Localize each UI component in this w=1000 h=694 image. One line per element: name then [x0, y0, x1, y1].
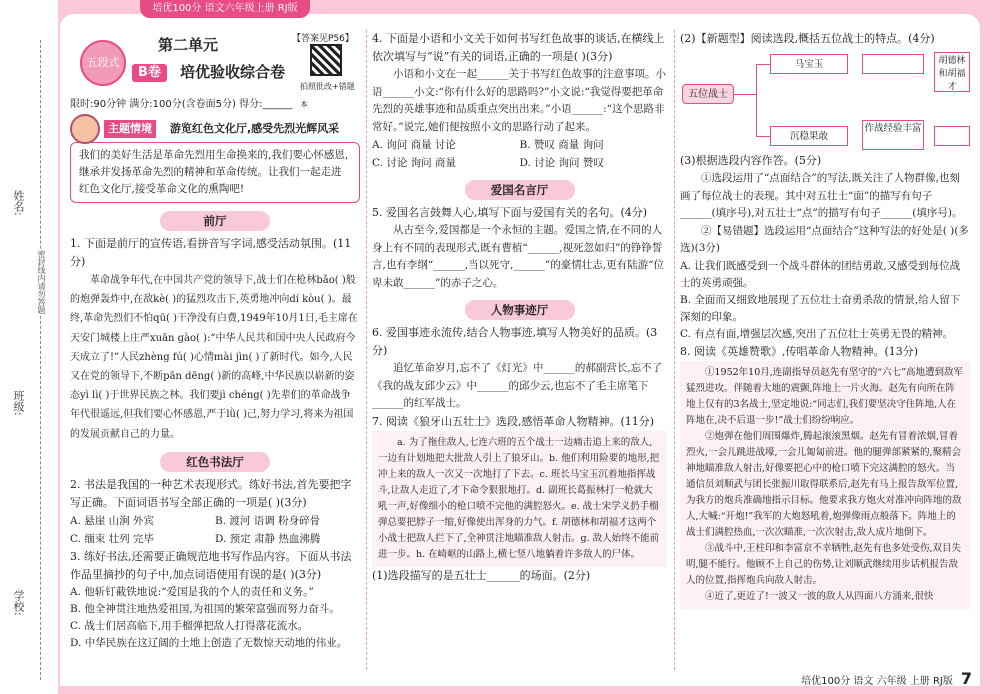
question-4-stem: 4. 下面是小语和小文关于如何书写红色故事的谈话,在横线上依次填写与“说”有关的词语,正确的一项是( )(3分)	[372, 32, 665, 63]
school-label: 学校:	[12, 590, 25, 616]
diagram-box: 马宝玉	[770, 54, 848, 74]
question-7-sub3b: ②【易错题】选段运用“点面结合”这种写法的好处是( )(多选)(3分)	[680, 224, 969, 254]
girl-avatar-icon	[70, 114, 100, 144]
paragraph: ①1952年10月,连副指导员赵先有坚守的“六七”高地遭到敌军猛烈进攻。伴随着大地的震颤,阵地上一片火海。赵先有向所在阵地上仅有的3名战士,坚定地说:“同志们,我们要坚决守住阵地,人在阵地在,决不后退一步!”战士们纷纷响应。	[686, 366, 963, 426]
page-number: 7	[960, 669, 972, 688]
question-5-text: 从古至今,爱国都是一个永恒的主题。爱国之情,在不同的人身上有不同的表现形式,既有曹植“______,视死忽如归”的铮铮誓言,也有李纲“______,当以死守,______”的豪情壮志,更有陆游“位卑未敢______”的赤子之心。	[372, 224, 664, 289]
diagram-center: 五位战士	[682, 84, 734, 104]
diagram-answer-box[interactable]	[934, 126, 970, 146]
diagram-box: 沉稳果敢	[770, 126, 848, 146]
top-banner: 培优100分 语文六年级上册 RJ版	[140, 0, 310, 18]
seal-line	[40, 40, 41, 680]
section-title: 爱国名言厅	[465, 180, 575, 200]
exam-title: 培优验收综合卷	[180, 63, 286, 81]
diagram-box: 胡德林和胡福才	[934, 52, 970, 92]
connector	[756, 136, 770, 137]
option[interactable]: A. 询问 商量 讨论	[372, 139, 456, 151]
brand-logo: 五段式	[80, 40, 126, 86]
column-divider	[366, 30, 367, 670]
question-4-options	[372, 136, 667, 172]
option[interactable]: C. 有点有面,增强层次感,突出了五位壮士英勇无畏的精神。	[680, 327, 954, 340]
question-7-sub3a: ①选段运用了“点面结合”的写法,既关注了人物群像,也刻画了每位战士的表现。其中对五壮士“面”的描写有句子______(填序号),对五壮士“点”的描写有句子______(填序号)。	[680, 172, 963, 219]
column-2	[372, 30, 667, 585]
option[interactable]: A. 悬崖 山涧 外宾	[70, 514, 154, 527]
class-label: 班级:	[12, 390, 25, 416]
question-3-options	[70, 584, 360, 652]
paper-badge: B卷	[132, 64, 167, 82]
option[interactable]: C. 缅束 壮列 完毕	[70, 532, 155, 545]
option[interactable]: C. 战士们居高临下,用手榴弹把敌人打得落花流水。	[70, 619, 309, 632]
option[interactable]: D. 讨论 询问 赞叹	[519, 157, 604, 169]
question-1-stem: 1. 下面是前厅的宣传语,看拼音写字词,感受活动氛围。(11分)	[70, 237, 352, 268]
answer-ref: 【答案见P56】	[292, 34, 354, 44]
character-diagram	[680, 52, 970, 148]
diagram-answer-box[interactable]	[862, 54, 924, 74]
column-1	[70, 30, 360, 652]
theme-tag: 主题情境	[104, 120, 156, 138]
question-7-sub1: (1)选段描写的是五壮士______的场面。(2分)	[372, 568, 591, 582]
qr-note: 拍照批改+错题本	[300, 82, 355, 109]
connector	[734, 94, 756, 95]
question-4-text: 小语和小文在一起______关于书写红色故事的注意事项。小语______小文:“你有什么好的思路吗?”小文说:“我觉得要把革命先烈的英雄事迹和品质重点突出出来。”小语______:“这个思路非常好。”说完,她们便按照小文的思路行动了起来。	[372, 68, 666, 133]
exam-meta: 限时:90分钟 满分:100分(含卷面5分) 得分:______	[70, 99, 293, 110]
question-7-sub2: (2)【新题型】阅读选段,概括五位战士的特点。(4分)	[680, 32, 935, 45]
option[interactable]: B. 他全神贯注地热爱祖国,为祖国的繁荣富强而努力奋斗。	[70, 602, 340, 615]
option[interactable]: B. 赞叹 商量 询问	[519, 139, 604, 151]
footer-text: 培优100分 语文 六年级 上册 RJ版	[801, 676, 953, 687]
column-divider	[674, 30, 675, 670]
question-5-stem: 5. 爱国名言鼓舞人心,填写下面与爱国有关的名句。(4分)	[372, 206, 648, 219]
column-3	[680, 30, 970, 609]
question-3-stem: 3. 练好书法,还需要正确规范地书写作品内容。下面从书法作品里摘抄的句子中,加点词语使用有误的是( )(3分)	[70, 549, 352, 581]
connector	[756, 64, 757, 136]
question-1-text: 革命战争年代,在中国共产党的领导下,战士们在枪林bǎo( )般的炮弹轰炸中,在敌kè( )的猛烈攻击下,英勇地冲向dí kòu( )。最终,革命先烈们不怕qū( )干净没有白费,1949年10月1日,毛主席在天安门城楼上庄严xuān gào( ):“中华人民共和国中央人民政府今天成立了!”人民zhèng fú( )心情mài jìn( )了新时代。如今,人民又在党的领导下,不断pān dēng( )新的高峰,中华民族以崭新的姿态yì lì( )于世界民族之林。我们要jì chéng( )先辈们的革命战争年代很遥远,但我们要心怀感恩,严于lǜ( )己,努力学习,将来为祖国的发展贡献自己的力量。	[70, 275, 358, 440]
paragraph: ②炮弹在他们周围爆炸,腾起滚滚黑烟。赵先有冒着浓烟,冒着烈火,一会儿跳进战壕,一会儿匍匐前进。他的腿弹部紧紧的,聚精会神地瞄准敌人射击,好像要把心中的枪口喷下完这满腔的怒火。当通信员刘顺武与团长张振川取得联系后,赵先有马上报告敌军位置,为我方的炮兵准确地指示目标。他要求我方炮火对准冲向阵地的敌人,大喊:“开炮!”我军的大炮怒吼着,炮弹像雨点般落下。阵地上的战士们满腔热血,一次次瞄准,一次次射击,敌人成片地倒下。	[686, 430, 962, 538]
question-7-stem: 7. 阅读《狼牙山五壮士》选段,感悟革命人物精神。(11分)	[372, 414, 655, 428]
option[interactable]: C. 讨论 询问 商量	[372, 157, 457, 169]
option[interactable]: B. 渡河 语调 粉身碎骨	[215, 514, 321, 527]
question-6-stem: 6. 爱国事迹永流传,结合人物事迹,填写人物美好的品质。(3分)	[372, 326, 658, 357]
paragraph: ④近了,更近了!一波又一波的敌人从四面八方涌来,很快	[705, 590, 934, 602]
name-label: 姓名:	[12, 190, 25, 216]
option[interactable]: A. 他斩钉截铁地说:“爱国是我的个人的责任和义务。”	[70, 585, 314, 598]
question-6-text: 追忆革命岁月,忘不了《灯光》中______的郝副营长,忘不了《我的战友邱少云》中______的邱少云,也忘不了毛主席笔下______的红军战士。	[372, 362, 663, 409]
diagram-box: 作战经验丰富	[862, 120, 924, 150]
seal-note: 密封线内请勿答题	[37, 250, 46, 314]
page-footer	[801, 669, 972, 688]
question-7-passage: a. 为了拖住敌人,七连六班的五个战士一边痛击追上来的敌人,一边有计划地把大批敌人引上了狼牙山。b. 他们利用险要的地形,把冲上来的敌人一次又一次地打了下去。c. 班长马宝玉沉着地指挥战斗,让敌人走近了,才下命令狠狠地打。d. 副班长葛振林打一枪就大吼一声,好像细小的枪口喷不完他的满腔怒火。e. 战士宋学义扔手榴弹总要把脖子一缩,好像使出浑身的力气。f. 胡德林和胡福才这两个小战士把敌人拦下了,全神贯注地瞄准敌人射击。g. 敌人始终不能前进一步。h. 在崎岖的山路上,横七竖八地躺着许多敌人的尸体。	[372, 431, 667, 567]
question-8-passage	[680, 361, 970, 609]
paragraph: ③战斗中,王柱印和李富京不幸牺牲,赵先有也多处受伤,双目失明,腿不能行。他顾不上自己的伤势,让刘顺武继续用步话机报告敌人的位置,指挥炮兵向敌人射击。	[686, 542, 962, 586]
section-title: 前厅	[160, 211, 270, 231]
intro-box: 我们的美好生活是革命先烈用生命换来的,我们要心怀感恩,继承并发扬革命先烈的精神和革命传统。让我们一起走进红色文化厅,接受革命文化的熏陶吧!	[70, 142, 360, 203]
theme-bar	[70, 118, 360, 140]
theme-text: 游览红色文化厅,感受先烈光辉风采	[170, 122, 340, 135]
option[interactable]: D. 预定 肃静 热血沸腾	[215, 532, 321, 545]
connector	[756, 64, 770, 65]
question-2-stem: 2. 书法是我国的一种艺术表现形式。练好书法,首先要把字写正确。下面词语书写全部正确的一项是( )(3分)	[70, 477, 352, 509]
option[interactable]: B. 全面而又细致地展现了五位壮士奋勇杀敌的情景,给人留下深刻的印象。	[680, 293, 961, 323]
question-2-options	[70, 512, 360, 548]
binding-margin	[0, 0, 58, 694]
option[interactable]: D. 中华民族在这辽阔的土地上创造了无数惊天动地的伟业。	[70, 636, 348, 649]
section-title: 红色书法厅	[160, 452, 270, 472]
qr-code-icon[interactable]	[310, 44, 342, 76]
unit-label: 第二单元	[158, 36, 219, 54]
section-title: 人物事迹厅	[465, 300, 575, 320]
option[interactable]: A. 让我们既感受到一个战斗群体的团结勇敢,又感受到每位战士的英勇顽强。	[680, 259, 961, 289]
question-7-sub3: (3)根据选段内容作答。(5分)	[680, 154, 822, 167]
question-8-stem: 8. 阅读《英雄赞歌》,传唱革命人物精神。(13分)	[680, 344, 919, 358]
question-7-options	[680, 258, 970, 343]
